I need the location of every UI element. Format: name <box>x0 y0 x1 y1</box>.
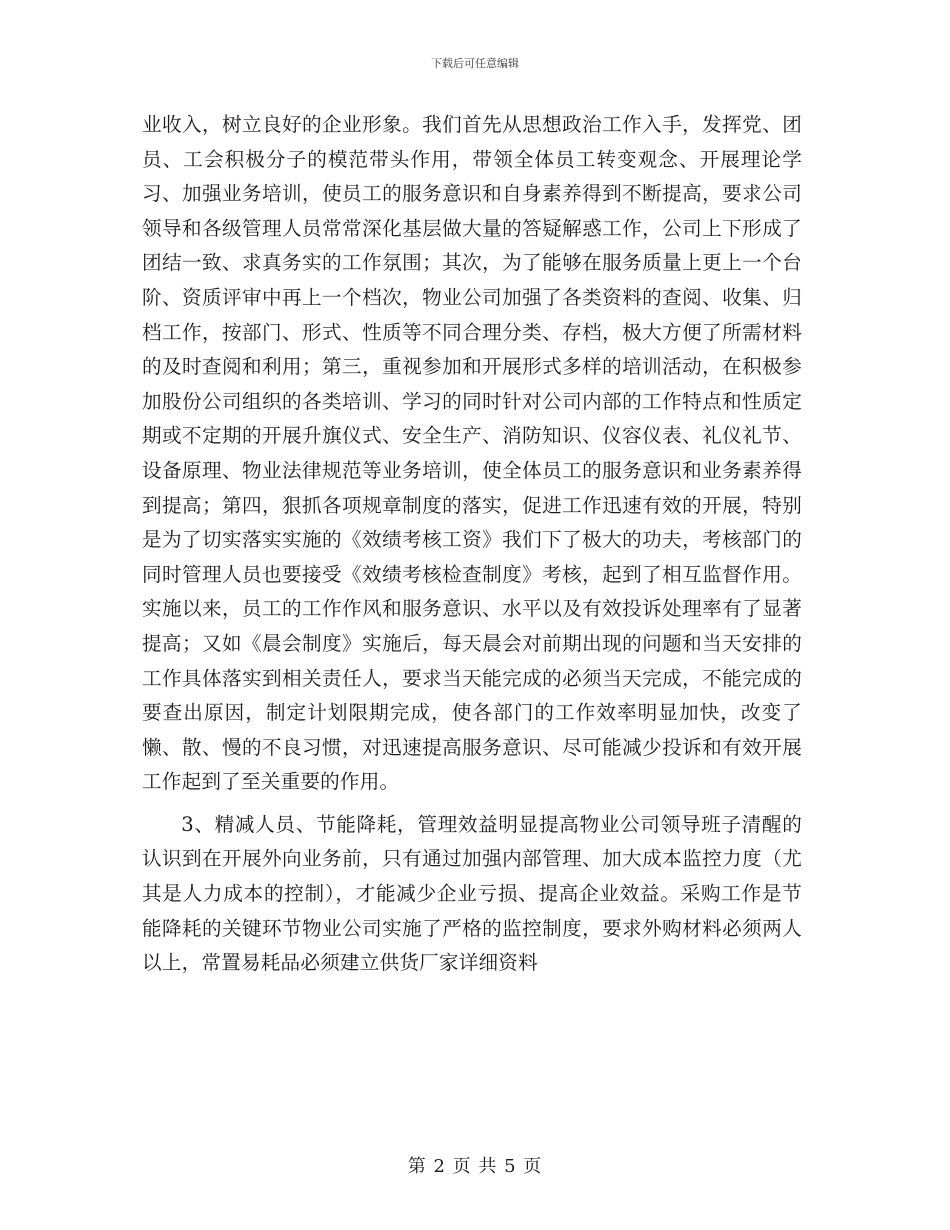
paragraph-continuation: 业收入，树立良好的企业形象。我们首先从思想政治工作入手，发挥党、团员、工会积极分子的模范带头作用，带领全体员工转变观念、开展理论学习、加强业务培训，使员工的服务意识和自身素养得到不断提高，要求公司领导和各级管理人员常常深化基层做大量的答疑解惑工作，公司上下形成了团结一致、求真务实的工作氛围；其次，为了能够在服务质量上更上一个台阶、资质评审中再上一个档次，物业公司加强了各类资料的查阅、收集、归档工作，按部门、形式、性质等不同合理分类、存档，极大方便了所需材料的及时查阅和利用；第三，重视参加和开展形式多样的培训活动，在积极参加股份公司组织的各类培训、学习的同时针对公司内部的工作特点和性质定期或不定期的开展升旗仪式、安全生产、消防知识、仪容仪表、礼仪礼节、设备原理、物业法律规范等业务培训，使全体员工的服务意识和业务素养得到提高；第四，狠抓各项规章制度的落实，促进工作迅速有效的开展，特别是为了切实落实实施的《效绩考核工资》我们下了极大的功夫，考核部门的同时管理人员也要接受《效绩考核检查制度》考核，起到了相互监督作用。实施以来，员工的工作作风和服务意识、水平以及有效投诉处理率有了显著提高；又如《晨会制度》实施后，每天晨会对前期出现的问题和当天安排的工作具体落实到相关责任人，要求当天能完成的必须当天完成，不能完成的要查出原因，制定计划限期完成，使各部门的工作效率明显加快，改变了懒、散、慢的不良习惯，对迅速提高服务意识、尽可能减少投诉和有效开展工作起到了至关重要的作用。 <box>142 113 802 794</box>
document-body <box>142 108 802 981</box>
paragraph-section-3: 3、精减人员、节能降耗，管理效益明显提高物业公司领导班子清醒的认识到在开展外向业务前，只有通过加强内部管理、加大成本监控力度（尤其是人力成本的控制），才能减少企业亏损、提高企业效益。采购工作是节能降耗的关键环节物业公司实施了严格的监控制度，要求外购材料必须两人以上，常置易耗品必须建立供货厂家详细资料 <box>142 812 802 975</box>
page-header-note: 下载后可任意编辑 <box>431 57 519 70</box>
page-number-footer: 第 2 页 共 5 页 <box>407 1156 543 1177</box>
